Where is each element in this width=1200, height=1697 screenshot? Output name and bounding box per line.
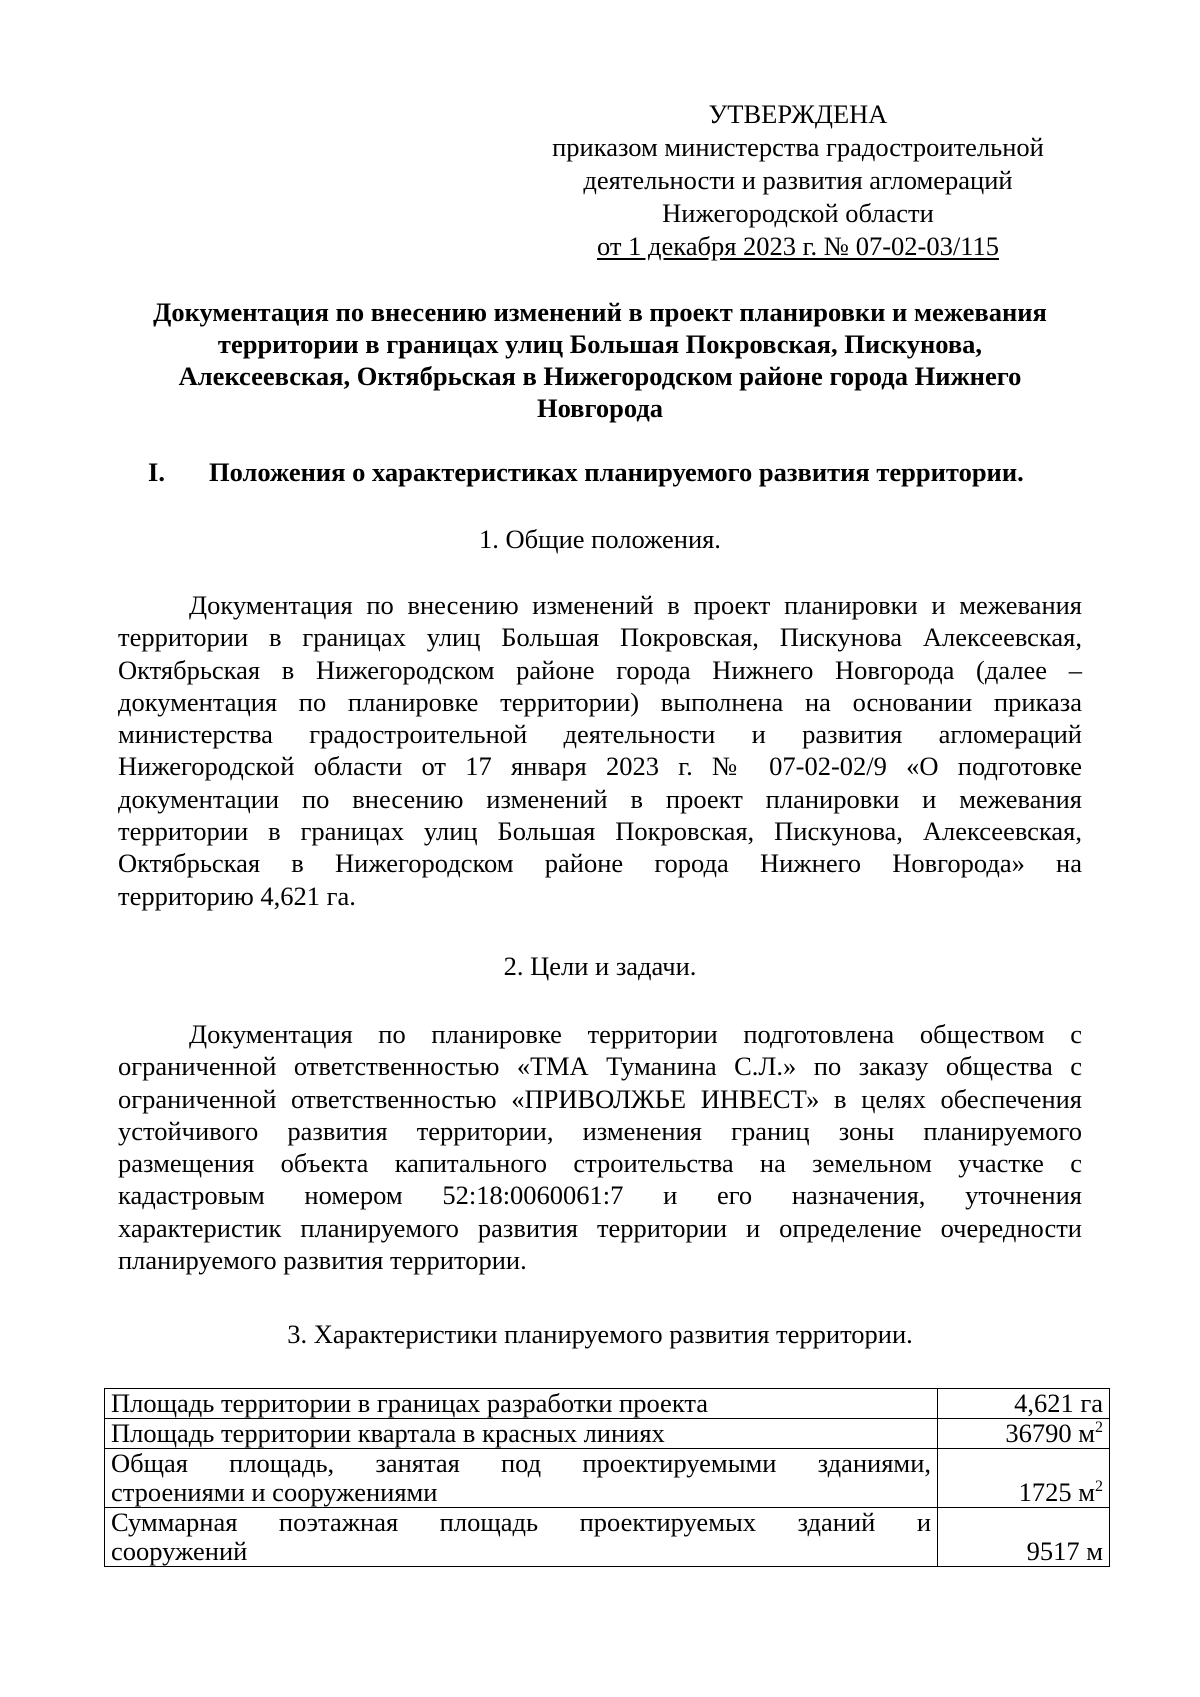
table-row <box>105 1419 1110 1449</box>
table-cell-text: строениями и сооружениями <box>111 1477 438 1507</box>
table-cell-text: сооружений <box>111 1536 248 1566</box>
table-value-text: 1725 м <box>1018 1477 1095 1507</box>
paragraph-goals <box>118 1018 1082 1276</box>
section-title: Положения о характеристиках планируемого развития территории. <box>209 457 1024 487</box>
table-cell-text: Площадь территории квартала в красных линиях <box>111 1418 665 1448</box>
table-cell-value <box>938 1389 1110 1419</box>
unit-superscript: 2 <box>1095 1478 1103 1496</box>
table-row <box>105 1389 1110 1419</box>
table-cell-value <box>938 1419 1110 1449</box>
table-value-text: 4,621 га <box>1014 1388 1103 1418</box>
paragraph-line: ограниченной ответственностью «ТМА Туманина С.Л.» по заказу общества с <box>118 1051 1082 1082</box>
approval-line: приказом министерства градостроительной <box>552 132 1044 162</box>
paragraph-line: ограниченной ответственностью «ПРИВОЛЖЬЕ ИНВЕСТ» в целях обеспечения <box>118 1083 1082 1114</box>
table-cell-text: Общая площадь, занятая под проектируемыми зданиями, <box>111 1448 931 1478</box>
section-heading <box>148 457 1024 488</box>
paragraph-line: Документация по планировке территории подготовлена обществом с <box>189 1019 1082 1049</box>
approval-date: от 1 декабря 2023 г. № 07-02-03/115 <box>597 231 999 261</box>
paragraph-general <box>118 589 1082 912</box>
unit-superscript: 2 <box>1095 1419 1103 1437</box>
paragraph-line: Нижегородской области от 17 января 2023 г. № 07-02-02/9 «О подготовке <box>118 751 1082 782</box>
title-line: Документация по внесению изменений в проект планировки и межевания <box>153 297 1047 327</box>
paragraph-line: территории в границах улиц Большая Покровская, Пискунова Алексеевская, <box>118 622 1082 653</box>
paragraph-line: территорию 4,621 га. <box>118 880 356 911</box>
paragraph-line: устойчивого развития территории, изменения границ зоны планируемого <box>118 1115 1082 1146</box>
table-cell-label <box>105 1419 938 1449</box>
table-cell-text: Площадь территории в границах разработки проекта <box>111 1388 709 1418</box>
section-number: I. <box>148 457 165 487</box>
table-cell-label <box>105 1449 938 1508</box>
table-value-text: 36790 м <box>1005 1418 1095 1448</box>
table-cell-text: Суммарная поэтажная площадь проектируемых зданий и <box>111 1507 931 1537</box>
table-row <box>105 1508 1110 1567</box>
paragraph-line: территории в границах улиц Большая Покровская, Пискунова, Алексеевская, <box>118 816 1082 847</box>
table-cell-value <box>938 1508 1110 1567</box>
approval-heading: УТВЕРЖДЕНА <box>708 99 888 129</box>
paragraph-line: документация по планировке территории) выполнена на основании приказа <box>118 686 1082 717</box>
paragraph-line: характеристик планируемого развития территории и определение очередности <box>118 1212 1082 1243</box>
table-row <box>105 1449 1110 1508</box>
paragraph-line: министерства градостроительной деятельности и развития агломераций <box>118 719 1082 750</box>
approval-stamp <box>548 98 1048 263</box>
approval-line: деятельности и развития агломераций <box>583 165 1013 195</box>
characteristics-table <box>104 1388 1110 1567</box>
paragraph-line: Октябрьская в Нижегородском районе города Нижнего Новгорода» на <box>118 848 1082 879</box>
paragraph-line: документации по внесению изменений в проект планировки и межевания <box>118 783 1082 814</box>
document-title <box>118 296 1082 424</box>
paragraph-line: размещения объекта капитального строительства на земельном участке с <box>118 1148 1082 1179</box>
table-cell-label <box>105 1508 938 1567</box>
paragraph-line: Октябрьская в Нижегородском районе города Нижнего Новгорода (далее – <box>118 654 1082 685</box>
subheading-characteristics: 3. Характеристики планируемого развития территории. <box>287 1319 913 1349</box>
approval-line: Нижегородской области <box>662 198 934 228</box>
paragraph-line: кадастровым номером 52:18:0060061:7 и его назначения, уточнения <box>118 1180 1082 1211</box>
table-value-text: 9517 м <box>1026 1536 1103 1566</box>
subheading-general: 1. Общие положения. <box>479 524 721 554</box>
paragraph-line: планируемого развития территории. <box>118 1245 527 1276</box>
title-line: Алексеевская, Октябрьская в Нижегородском районе города Нижнего <box>178 361 1022 391</box>
subheading-goals: 2. Цели и задачи. <box>503 951 697 981</box>
title-line: Новгорода <box>536 393 664 423</box>
title-line: территории в границах улиц Большая Покровская, Пискунова, <box>217 329 983 359</box>
table-cell-label <box>105 1389 938 1419</box>
paragraph-line: Документация по внесению изменений в проект планировки и межевания <box>189 590 1082 620</box>
table-cell-value <box>938 1449 1110 1508</box>
